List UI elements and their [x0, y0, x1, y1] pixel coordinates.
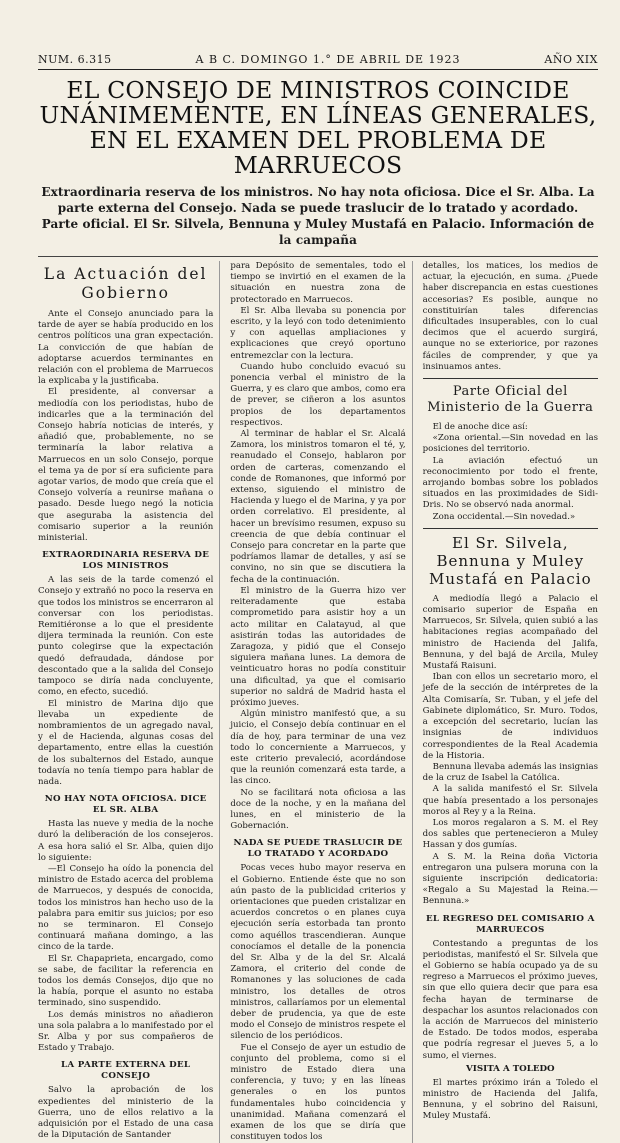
- paragraph: Algún ministro manifestó que, a su juicio, el Consejo debía continuar en el día de hoy, para terminar de una vez todo lo concerniente a Marruecos, y este criterio prevaleció, acordándose que la reunión comenzará esta tarde, a las cinco.: [230, 709, 406, 787]
- paragraph: El martes próximo irán a Toledo el ministro de Hacienda del Jalifa, Bennuna, y el sobrino del Raisuni, Muley Mustafá.: [422, 1077, 598, 1122]
- subheading-nada-traslucir: NADA SE PUEDE TRASLUCIR DE LO TRATADO Y ACORDADO: [233, 838, 403, 860]
- paragraph: No se facilitará nota oficiosa a las doce de la noche, y en la mañana del lunes, en el ministerio de la Gobernación.: [230, 787, 406, 832]
- subheading-regreso: EL REGRESO DEL COMISARIO A MARRUECOS: [426, 913, 595, 935]
- section-title-parte-oficial: Parte Oficial del Ministerio de la Guerra: [427, 384, 594, 416]
- paragraph: El ministro de la Guerra hizo ver reiteradamente que estaba comprometido para asistir hoy a un acto militar en Calatayud, al que asistirán todas las autoridades de Zaragoza, y pidió que el Consejo siguiera mañana lunes. La demora de veinticuatro horas no podía constituir una dificultad, ya que el comisario superior no saldrá de Madrid hasta el próximo jueves.: [230, 585, 406, 708]
- paragraph: El Sr. Alba llevaba su ponencia por escrito, y la leyó con todo detenimiento y con aquellas ampliaciones y explicaciones que creyó oportuno entremezclar con la lectura.: [230, 305, 406, 361]
- paragraph: Los demás ministros no añadieron una sola palabra a lo manifestado por el Sr. Alba y por sus compañeros de Estado y Trabajo.: [38, 1009, 214, 1054]
- paragraph: para Depósito de sementales, todo el tiempo se invirtió en el examen de la situación en nuestra zona de protectorado en Marruecos.: [230, 261, 406, 305]
- paragraph: Iban con ellos un secretario moro, el jefe de la sección de intérpretes de la Alta Comisaría, Sr. Tuban, y el jefe del Gabinete diplomático, Sr. Muro. Todos, a excepción del secretario, lucían las insignias de individuos correspondientes de la Real Academia de la Historia.: [422, 672, 598, 761]
- subheading-parte-externa: LA PARTE EXTERNA DEL CONSEJO: [60, 1060, 191, 1082]
- issue-number: NUM. 6.315: [38, 53, 112, 66]
- issue-date: A B C. DOMINGO 1.° DE ABRIL DE 1923: [195, 53, 461, 66]
- paragraph: Hasta las nueve y media de la noche duró la deliberación de los consejeros. A esa hora salió el Sr. Alba, quien dijo lo siguiente:: [38, 819, 214, 863]
- column-1: [38, 261, 220, 1143]
- paragraph: —El Consejo ha oído la ponencia del ministro de Estado acerca del problema de Marruecos, y después de conocida, todos los ministros han hecho uso de la palabra para emitir sus juicios; por eso no se terminaron. El Consejo continuará mañana domingo, a las cinco de la tarde.: [38, 863, 214, 953]
- paragraph: Los moros regalaron a S. M. el Rey dos sables que pertenecieron a Muley Hassan y dos gumías.: [422, 817, 598, 851]
- paragraph: El ministro de Marina dijo que llevaba un expediente de nombramientos de un agregado naval, y el de Hacienda, algunas cosas del departamento, entre ellas la cuestión de los subalternos del Estado, aunque todavía no tenía tiempo para hablar de nada.: [38, 698, 214, 787]
- paragraph: A la salida manifestó el Sr. Silvela que había presentado a los personajes moros al Rey y a la Reina.: [422, 784, 598, 817]
- paragraph: Fue el Consejo de ayer un estudio de conjunto del problema, como si el ministro de Estado diera una conferencia, y tuvo; y en las líneas generales o en los puntos fundamentales hubo coincidencia y unanimidad. Mañana comenzará el examen de los que se diría que constituyen todos los: [230, 1042, 406, 1143]
- main-headline: EL CONSEJO DE MINISTROS COINCIDE UNÁNIMEMENTE, EN LÍNEAS GENERALES, EN EL EXAMEN DEL PROBLEMA DE MARRUECOS: [39, 76, 597, 179]
- issue-year: AÑO XIX: [544, 53, 598, 66]
- subheading-no-nota: NO HAY NOTA OFICIOSA. DICE EL SR. ALBA: [44, 794, 207, 816]
- paragraph: A las seis de la tarde comenzó el Consejo y extrañó no poco la reserva en que todos los ministros se encerraron al conversar con los periodistas. Remitiéronse a lo que el presidente dijera terminada la reunión. Con este punto colegirse que la expectación quedó defraudada, dándose por descontado que a la salida del Consejo tampoco se diría nada concluyente, como, en efecto, sucedió.: [38, 575, 214, 698]
- paragraph: detalles, los matices, los medios de actuar, la ejecución, en suma. ¿Puede haber discrepancia en estas cuestiones accesorias? Es posible, aunque no constituirían tales diferencias dificultades insuperables, con lo cual decimos que el acuerdo surgirá, aunque no se exteriorice, por razones fáciles de comprender, y que ya insinuamos antes.: [422, 261, 598, 372]
- subheading-visita-toledo: VISITA A TOLEDO: [466, 1063, 555, 1074]
- paragraph: A S. M. la Reina doña Victoria entregaron una pulsera moruna con la siguiente inscripción dedicatoria: «Regalo a Su Majestad la Reina.—Bennuna.»: [422, 851, 598, 907]
- paragraph: El de anoche dice así:: [432, 422, 528, 433]
- paragraph: El Sr. Chapaprieta, encargado, como se sabe, de facilitar la referencia en todos los demás Consejos, dijo que no la había, porque el asunto no estaba terminado, sino suspendido.: [38, 953, 214, 1009]
- subheading-reserva: EXTRAORDINARIA RESERVA DE LOS MINISTROS: [42, 550, 210, 572]
- section-divider: [423, 378, 598, 379]
- paragraph: Contestando a preguntas de los periodistas, manifestó el Sr. Silvela que el Gobierno se había ocupado ya de su regreso a Marruecos el próximo jueves, sin que ello quiera decir que para esa fecha hayan de terminarse de despachar los asuntos relacionados con la acción de Marruecos del ministerio de Estado. De todos modos, esperaba que podría regresar el jueves 5, a lo sumo, el viernes.: [422, 938, 598, 1061]
- section-title-actuacion: La Actuación del Gobierno: [43, 265, 208, 302]
- paragraph: El presidente, al conversar a mediodía con los periodistas, hubo de indicarles que a la terminación del Consejo habría noticias de interés, y añadió que, probablemente, no se terminaría la labor relativa a Marruecos en un solo Consejo, porque el tema ya de por sí era suficiente para agotar varios, de modo que creía que el Consejo volvería a reunirse mañana o pasado. Desde luego negó la noticia que aseguraba la asistencia del comisario superior a la reunión ministerial.: [38, 387, 214, 544]
- section-title-silvela: El Sr. Silvela, Bennuna y Muley Mustafá en Palacio: [429, 533, 592, 588]
- paragraph: Salvo la aprobación de los expedientes del ministerio de la Guerra, uno de ellos relativo a la adquisición por el Estado de una casa de la Diputación de Santander: [38, 1085, 214, 1141]
- article-columns: [38, 256, 598, 1143]
- section-divider: [423, 528, 598, 529]
- paragraph: Al terminar de hablar el Sr. Alcalá Zamora, los ministros tomaron el té, y, reanudado el Consejo, hablaron por orden de carteras, comenzando el conde de Romanones, que informó por extenso, siguiendo el ministro de Hacienda y luego el de Marina, y ya por orden correlativo. El presidente, al hacer un brevísimo resumen, expuso su creencia de que debía continuar el Consejo para concretar en la parte que podríamos llamar de detalles, y así se convino, no sin que se discutiera la fecha de la continuación.: [230, 429, 406, 585]
- paragraph: Zona occidental.—Sin novedad.»: [432, 511, 576, 522]
- paragraph: Cuando hubo concluido evacuó su ponencia verbal el ministro de la Guerra, y es claro que ambos, como era de prever, se ciñeron a los asuntos propios de los departamentos respectivos.: [230, 361, 406, 428]
- page-header: [38, 0, 598, 66]
- paragraph: La aviación efectuó un reconocimiento por todo el frente, arrojando bombas sobre los poblados situados en las proximidades de Sidi-Dris. No se observó nada anormal.: [422, 455, 598, 511]
- headline-deck: Extraordinaria reserva de los ministros. No hay nota oficiosa. Dice el Sr. Alba. La parte externa del Consejo. Nada se puede traslucir de lo tratado y acordado. Parte oficial. El Sr. Silvela, Bennuna y Muley Mustafá en Palacio. Información de la campaña: [41, 185, 595, 247]
- paragraph: Ante el Consejo anunciado para la tarde de ayer se había producido en los centros políticos una gran expectación. La convicción de que habían de adoptarse acuerdos terminantes en relación con el problema de Marruecos la explicaba y la justificaba.: [38, 309, 214, 387]
- column-2: [230, 261, 412, 1143]
- column-3: [423, 261, 598, 1143]
- paragraph: A mediodía llegó a Palacio el comisario superior de España en Marruecos, Sr. Silvela, quien subió a las habitaciones regias acompañado del ministro de Hacienda del Jalifa, Bennuna, y del bajá de Arcila, Muley Mustafá Raisuni.: [422, 593, 598, 672]
- header-rule: [38, 69, 598, 70]
- paragraph: Pocas veces hubo mayor reserva en el Gobierno. Entiende éste que no son aún pasto de la publicidad criterios y orientaciones que pueden cristalizar en acuerdos concretos o en planes cuya ejecución sería estorbada tan pronto como aquéllos trascendieran. Aunque conocíamos el detalle de la ponencia del Sr. Alba y de la del Sr. Alcalá Zamora, el criterio del conde de Romanones y las soluciones de cada ministro, los detalles de otros ministros, callaríamos por un elemental deber de prudencia, ya que de este modo el Consejo de ministros respete el silencio de los periódicos.: [230, 863, 406, 1042]
- paragraph: Bennuna llevaba además las insignias de la cruz de Isabel la Católica.: [422, 761, 598, 784]
- paragraph: «Zona oriental.—Sin novedad en las posiciones del territorio.: [422, 433, 598, 455]
